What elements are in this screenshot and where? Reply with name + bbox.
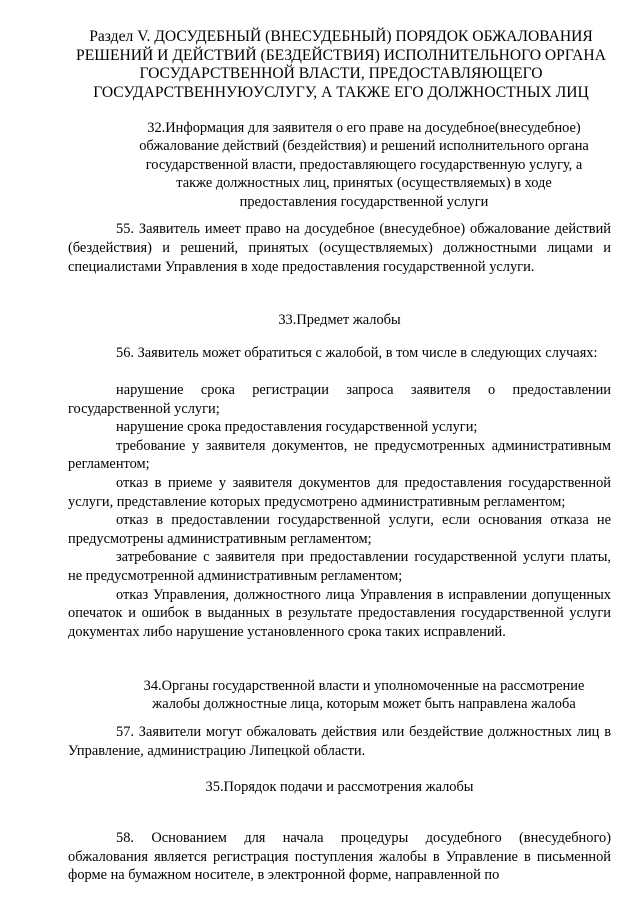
paragraph-55: 55. Заявитель имеет право на досудебное (внесудебное) обжалование действий (бездействия) и решений, принятых (осуществляемых) должностными лицами и специалистами Управления в ходе предоставления государственной услуги. — [68, 221, 611, 275]
paragraph-58: 58. Основанием для начала процедуры досудебного (внесудебного) обжалования является регистрация поступления жалобы в Управление в письменной форме на бумажном носителе, в электронной форме, направленной по — [68, 830, 611, 884]
heading-34: 34.Органы государственной власти и уполномоченные на рассмотрение жалобы должностные лица, которым может быть направлена жалоба — [143, 678, 585, 713]
list-item: нарушение срока регистрации запроса заявителя о предоставлении государственной услуги; — [68, 382, 611, 417]
list-item: отказ в приеме у заявителя документов для предоставления государственной услуги, представление которых предусмотрено административным регламентом; — [68, 474, 611, 510]
heading-33: 33.Предмет жалобы — [278, 312, 401, 328]
list-item: отказ Управления, должностного лица Управления в исправлении допущенных опечаток и ошибок в выданных в результате предоставления государственной услуги документах либо нарушение установленного срока таких исправлений. — [68, 586, 611, 640]
list-item: затребование с заявителя при предоставлении государственной услуги платы, не предусмотренной административным регламентом; — [68, 549, 611, 584]
paragraph-56: 56. Заявитель может обратиться с жалобой, в том числе в следующих случаях: — [116, 345, 598, 361]
heading-35: 35.Порядок подачи и рассмотрения жалобы — [205, 779, 474, 795]
list-item: требование у заявителя документов, не предусмотренных административным регламентом; — [68, 437, 611, 473]
list-item: нарушение срока предоставления государственной услуги; — [116, 419, 478, 436]
section-title: Раздел V. ДОСУДЕБНЫЙ (ВНЕСУДЕБНЫЙ) ПОРЯДОК ОБЖАЛОВАНИЯ РЕШЕНИЙ И ДЕЙСТВИЙ (БЕЗДЕЙСТВИЯ) ИСПОЛНИТЕЛЬНОГО ОРГАНА ГОСУДАРСТВЕННОЙ ВЛАСТИ, ПРЕДОСТАВЛЯЮЩЕГО ГОСУДАРСТВЕННУЮУСЛУГУ, А ТАКЖЕ ЕГО ДОЛЖНОСТНЫХ ЛИЦ — [76, 28, 606, 101]
list-item: отказ в предоставлении государственной услуги, если основания отказа не предусмотрены административным регламентом; — [68, 512, 611, 547]
heading-32: 32.Информация для заявителя о его праве на досудебное(внесудебное) обжалование действий (бездействия) и решений исполнительного органа государственной власти, предоставляющего государственную услугу, а также должностных лиц, принятых (осуществляемых) в ходе предоставления государственной услуги — [139, 120, 589, 210]
complaint-cases-list — [68, 381, 611, 641]
paragraph-57: 57. Заявители могут обжаловать действия или бездействие должностных лиц в Управление, администрацию Липецкой области. — [68, 724, 611, 759]
